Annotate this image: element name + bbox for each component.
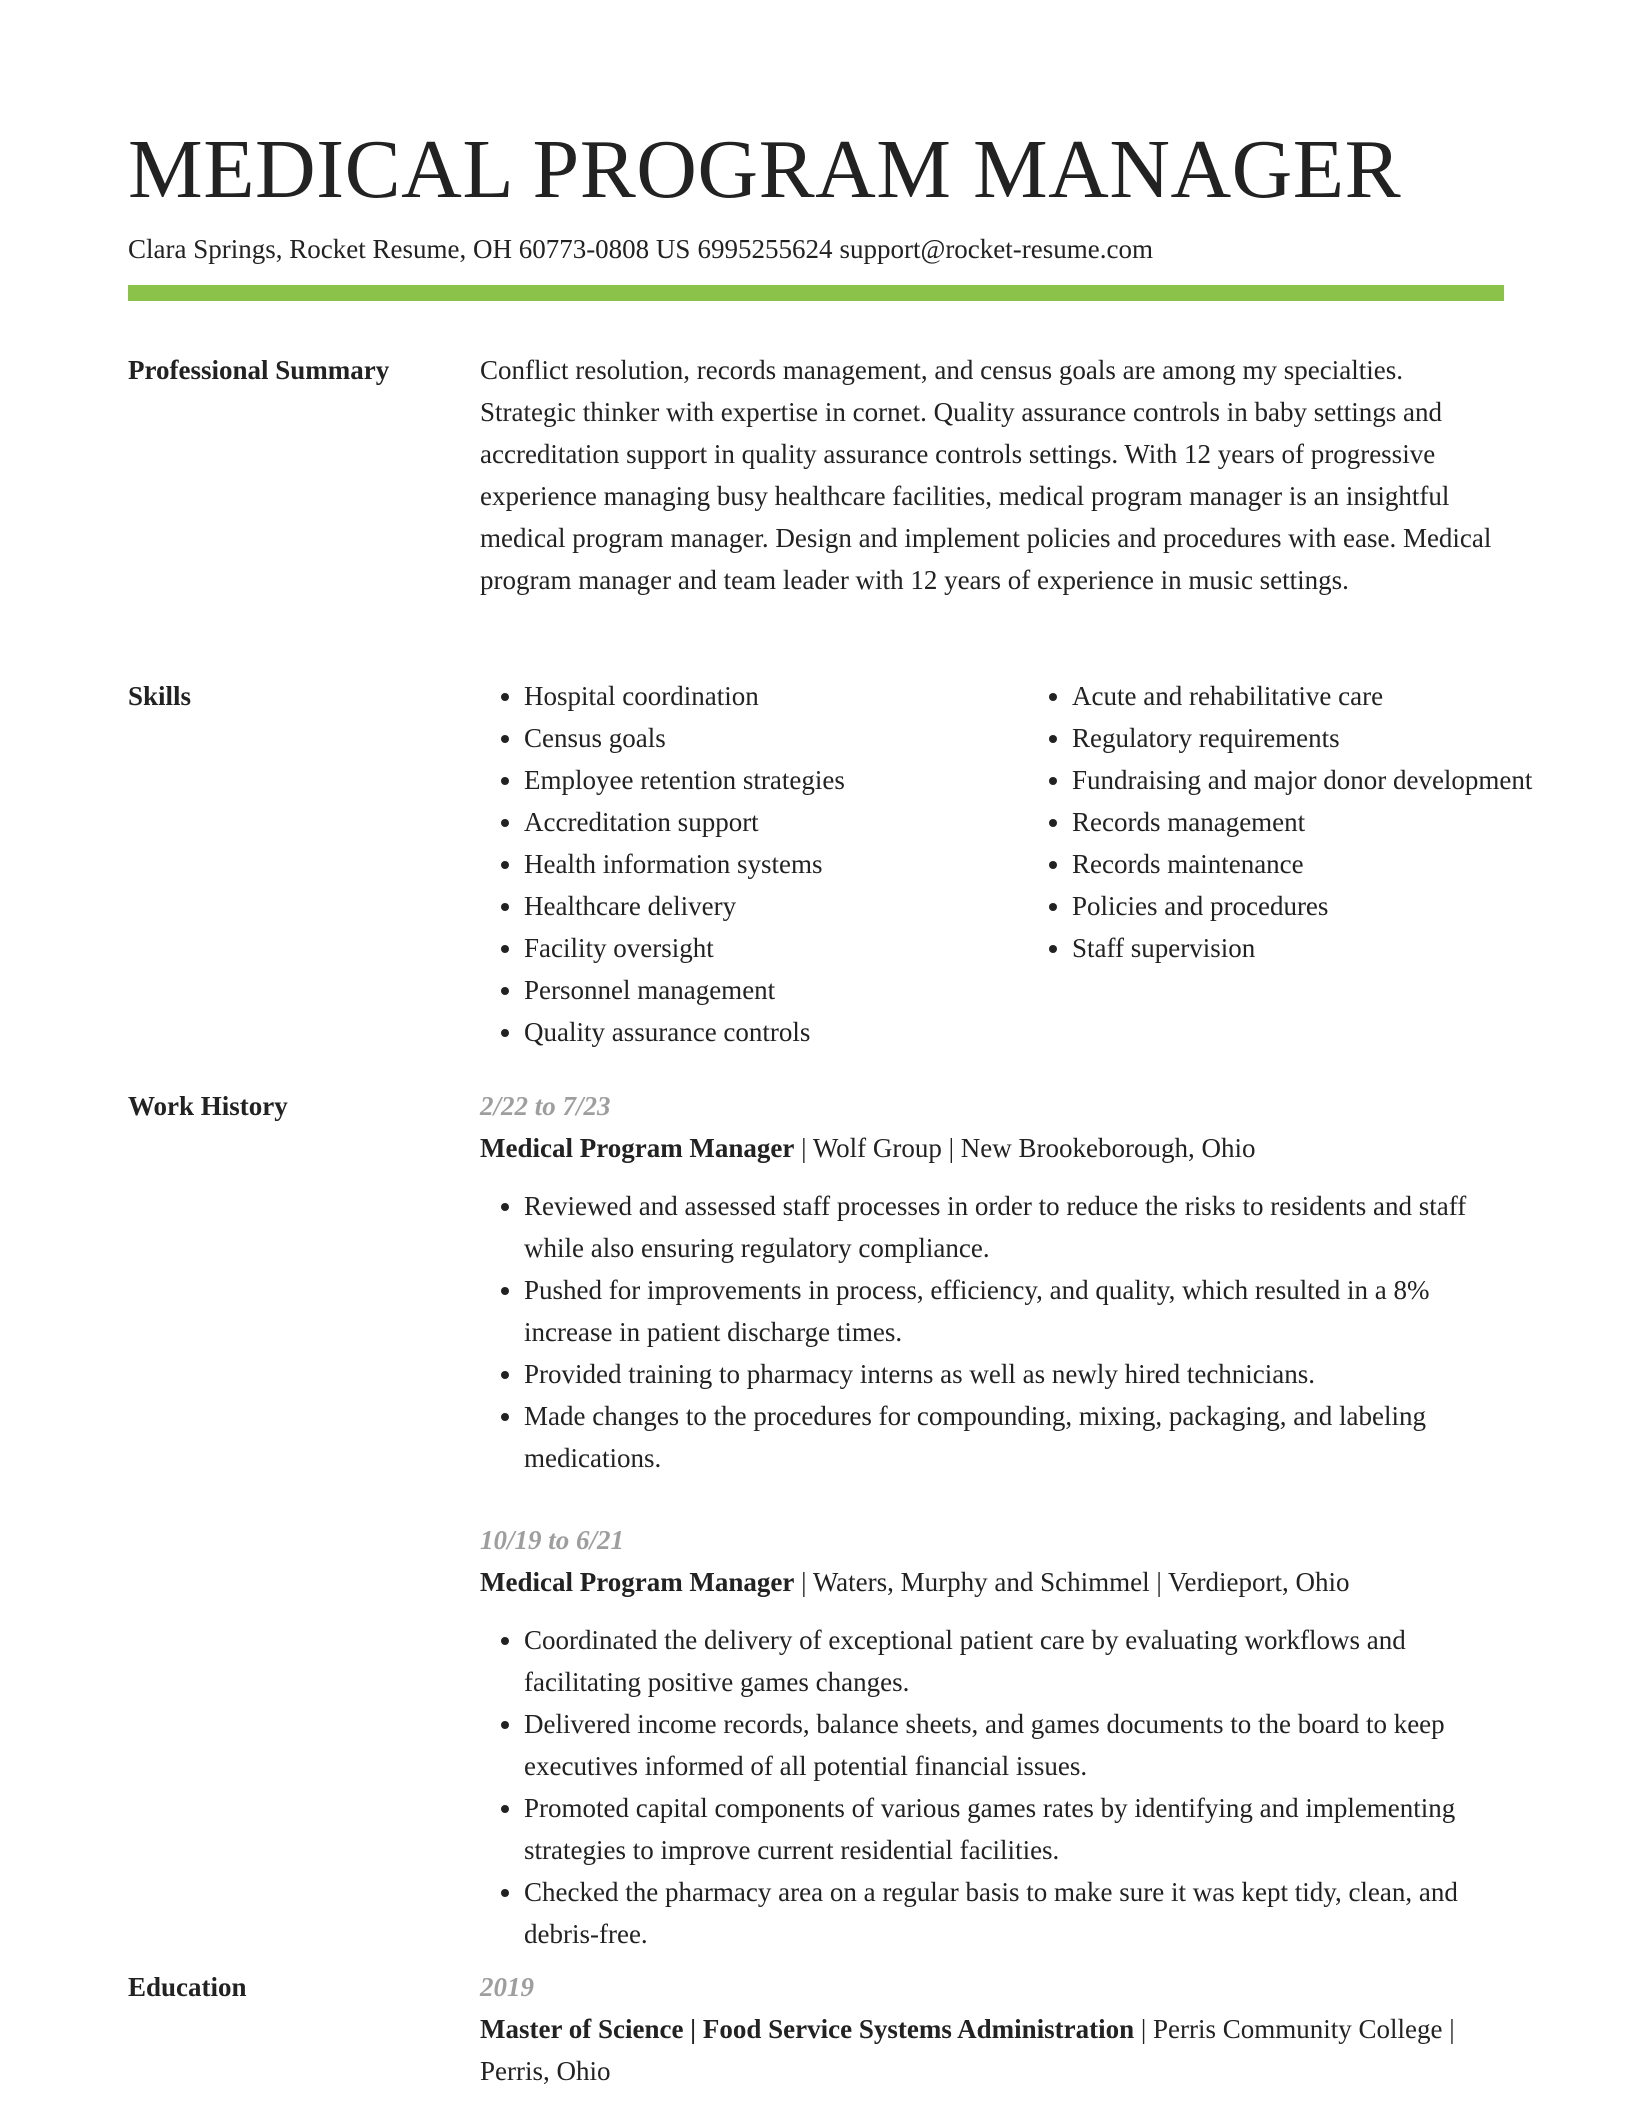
job-bullet: • Pushed for improvements in process, efficiency, and quality, which resulted in a 8% increase in patient discharge times. [524, 1269, 1504, 1353]
skill-item: • Employee retention strategies [524, 759, 984, 801]
job-bullet: • Checked the pharmacy area on a regular basis to make sure it was kept tidy, clean, and debris-free. [524, 1871, 1504, 1955]
skill-item: • Regulatory requirements [1072, 717, 1552, 759]
job-details: | Waters, Murphy and Schimmel | Verdieport, Ohio [794, 1567, 1350, 1597]
job-bullet: • Made changes to the procedures for compounding, mixing, packaging, and labeling medications. [524, 1395, 1504, 1479]
job-bullet: • Delivered income records, balance sheets, and games documents to the board to keep executives informed of all potential financial issues. [524, 1703, 1504, 1787]
education-degree: Master of Science | Food Service Systems Administration [480, 2014, 1135, 2044]
job-bullet: • Reviewed and assessed staff processes in order to reduce the risks to residents and staff while also ensuring regulatory compliance. [524, 1185, 1504, 1269]
skills-list-left [480, 675, 984, 1053]
job-bullets [480, 1185, 1504, 1479]
contact-address: Clara Springs, Rocket Resume, OH 60773-0808 US [128, 234, 691, 264]
skill-item: • Healthcare delivery [524, 885, 984, 927]
contact-line [128, 231, 1153, 267]
job-entry [480, 1519, 1504, 1955]
header-divider [128, 285, 1504, 301]
skill-item: • Fundraising and major donor development [1072, 759, 1552, 801]
education-heading: Education [128, 1972, 247, 2002]
skill-item: • Acute and rehabilitative care [1072, 675, 1552, 717]
summary-heading: Professional Summary [128, 355, 390, 385]
skills-list-right [1028, 675, 1552, 1053]
skill-item: • Health information systems [524, 843, 984, 885]
contact-phone: 6995255624 [697, 234, 833, 264]
skill-item: • Accreditation support [524, 801, 984, 843]
skill-item: • Hospital coordination [524, 675, 984, 717]
skill-item: • Policies and procedures [1072, 885, 1552, 927]
job-role: Medical Program Manager [480, 1567, 795, 1597]
job-dates: 2/22 to 7/23 [480, 1091, 611, 1121]
job-dates: 10/19 to 6/21 [480, 1525, 625, 1555]
resume-title: MEDICAL PROGRAM MANAGER [128, 123, 1402, 216]
skill-item: • Personnel management [524, 969, 984, 1011]
education-line [480, 2008, 1504, 2092]
job-bullet: • Provided training to pharmacy interns as well as newly hired technicians. [524, 1353, 1504, 1395]
job-bullets [480, 1619, 1504, 1955]
education-body [480, 1966, 1504, 2092]
job-details: | Wolf Group | New Brookeborough, Ohio [794, 1133, 1256, 1163]
education-details: | Perris Community College | Perris, Ohio [480, 2014, 1455, 2086]
work-history-body [480, 1085, 1504, 1955]
skill-item: • Facility oversight [524, 927, 984, 969]
skill-item: • Records maintenance [1072, 843, 1552, 885]
summary-body [480, 349, 1504, 601]
job-entry [480, 1085, 1504, 1479]
job-title-line [480, 1127, 1504, 1169]
skill-item: • Quality assurance controls [524, 1011, 984, 1053]
skill-item: • Staff supervision [1072, 927, 1552, 969]
education-year: 2019 [480, 1972, 534, 2002]
skills-body [480, 675, 1533, 1053]
skills-heading: Skills [128, 681, 192, 711]
contact-email: support@rocket-resume.com [839, 234, 1153, 264]
summary-text: Conflict resolution, records management, and census goals are among my specialties. Strategic thinker with expertise in cornet. Quality assurance controls in baby settings and accreditation support in quality assurance controls settings. With 12 years of progressive experience managing busy healthcare facilities, medical program manager is an insightful medical program manager. Design and implement policies and procedures with ease. Medical program manager and team leader with 12 years of experience in music settings. [480, 355, 1492, 595]
job-role: Medical Program Manager [480, 1133, 795, 1163]
job-title-line [480, 1561, 1504, 1603]
skill-item: • Records management [1072, 801, 1552, 843]
job-bullet: • Coordinated the delivery of exceptional patient care by evaluating workflows and facilitating positive games changes. [524, 1619, 1504, 1703]
job-bullet: • Promoted capital components of various games rates by identifying and implementing strategies to improve current residential facilities. [524, 1787, 1504, 1871]
skill-item: • Census goals [524, 717, 984, 759]
work-history-heading: Work History [128, 1091, 288, 1121]
